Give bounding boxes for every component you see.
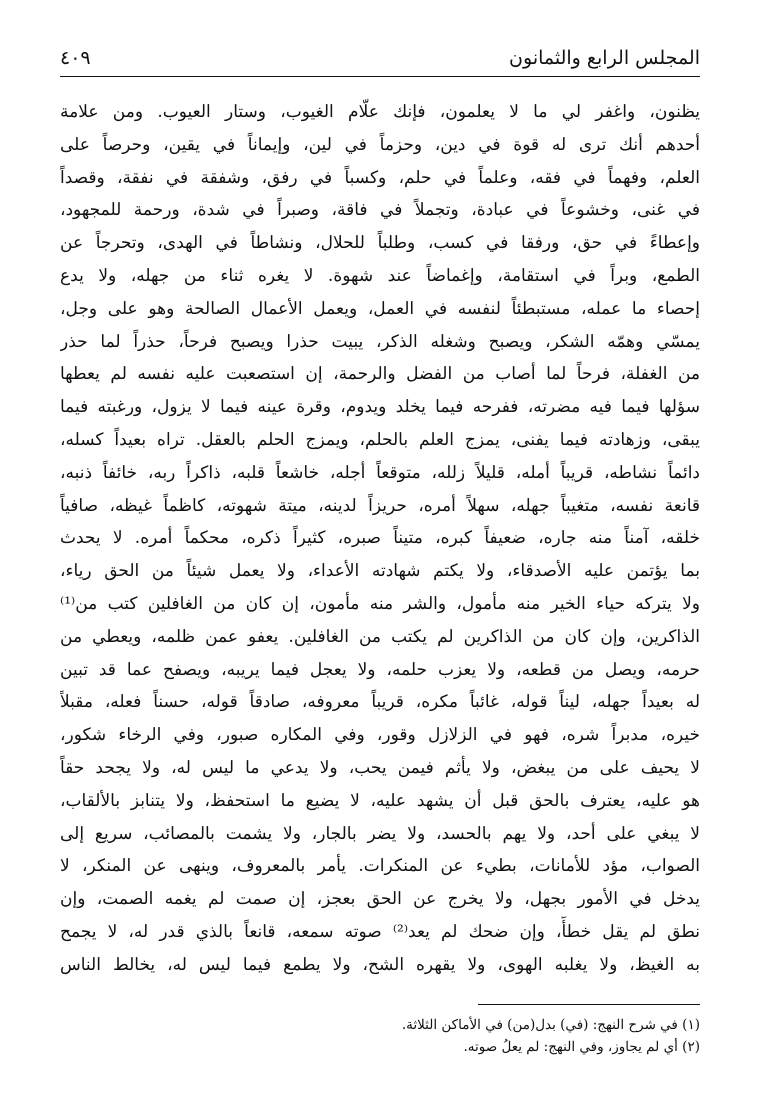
page-header <box>60 42 700 74</box>
text-line: حرمه، ويصل من قطعه، ولا يعزب حلمه، ولا يعجل فيما يريبه، ويصفح عما قد تبين <box>60 659 700 680</box>
text-line: خلقه، آمناً منه جاره، ضعيفاً كبره، متيناً صبره، كثيراً ذكره، محكماً أمره. لا يحدث <box>60 528 700 549</box>
text-line: يبقى، وزهادته فيما يفنى، يمزج العلم بالحلم، ويمزج الحلم بالعقل. تراه بعيداً كسله، <box>60 429 700 450</box>
text-line: يظنون، واغفر لي ما لا يعلمون، فإنك علّام الغيوب، وستار العيوب. ومن علامة <box>60 102 700 122</box>
text-line: بما يؤتمن عليه الأصدقاء، ولا يكتم شهادته الأعداء، ولا يعمل شيئاً من الحق رياء، <box>60 561 700 582</box>
footnote-2: (٢) أي لم يجاوز، وفي النهج: لم يعلُ صوته. <box>463 1039 700 1055</box>
text-line: أحدهم أنك ترى له قوة في دين، وحزماً في لين، وإيماناً في يقين، وحرصاً على <box>60 134 700 155</box>
text-line: ولا يتركه حياء الخير منه مأمول، والشر منه مأمون، إن كان من الغافلين كتب من⁽¹⁾ <box>60 593 700 614</box>
page-number: ٤٠٩ <box>60 47 91 69</box>
text-line: له بعيداً جهله، ليناً قوله، غائباً مكره، قريباً معروفه، صادقاً قوله، حسناً فعله، مقبلاً <box>60 692 700 713</box>
text-line: لا يحيف على من يبغض، ولا يأثم فيمن يحب، ولا يدعي ما ليس له، ولا يجحد حقاً <box>60 757 700 778</box>
text-line: خيره، مدبراً شره، فهو في الزلازل وقور، وفي المكاره صبور، وفي الرخاء شكور، <box>60 725 700 746</box>
text-line: دائماً نشاطه، قريباً أمله، قليلاً زلله، متوقعاً أجله، خاشعاً قلبه، ذاكراً ربه، خائفاً ذنبه، <box>60 462 700 483</box>
text-line: لا يبغي على أحد، ولا يهم بالحسد، ولا يضر بالجار، ولا يشمت بالمصائب، سريع إلى <box>60 823 700 844</box>
text-line: به الغيظ، ولا يغلبه الهوى، ولا يقهره الشح، ولا يطمع فيما ليس له، يخالط الناس <box>60 954 700 975</box>
text-line: الصواب، مؤد للأمانات، بطيء عن المنكرات. يأمر بالمعروف، وينهى عن المنكر، لا <box>60 856 700 877</box>
text-line: يمسّي وهمّه الشكر، ويصبح وشغله الذكر، يبيت حذرا ويصبح فرحاً، حذراً لما حذر <box>60 331 700 352</box>
body-text <box>60 96 700 982</box>
text-line: يدخل في الأمور بجهل، ولا يخرج عن الحق بعجز، إن صمت لم يغمه الصمت، وإن <box>60 889 700 910</box>
text-line: الذاكرين، وإن كان من الذاكرين لم يكتب من الغافلين. يعفو عمن ظلمه، ويعطي من <box>60 626 700 647</box>
chapter-title: المجلس الرابع والثمانون <box>509 47 700 69</box>
footnote-1: (١) في شرح النهج: (في) بدل(من) في الأماكن الثلاثة. <box>401 1017 700 1033</box>
text-line: قانعة نفسه، متغيباً جهله، سهلاً أمره، حريزاً لدينه، ميتة شهوته، كاظماً غيظه، صافياً <box>60 495 700 516</box>
text-line: وإعطاءً في حق، ورفقا في كسب، وطلباً للحلال، ونشاطاً في الهدى، وتحرجاً عن <box>60 233 700 254</box>
text-line: من الغفلة، فرحاً لما أصاب من الفضل والرحمة، إن استصعبت عليه نفسه لم يعطها <box>60 364 700 385</box>
text-line: في غنى، وخشوعاً في عبادة، وتجملاً في فاقة، وصبراً في شدة، ورحمة للمجهود، <box>60 200 700 221</box>
footnote-divider <box>478 1004 700 1005</box>
text-line: هو عليه، يعترف بالحق قبل أن يشهد عليه، لا يضيع ما استحفظ، ولا يتنابز بالألقاب، <box>60 790 700 811</box>
text-line: سؤلها فيما فيه مضرته، ففرحه فيما يخلد ويدوم، وقرة عينه فيما لا يزول، ورغبته فيما <box>60 397 700 418</box>
text-line: إحصاء ما عمله، مستبطئاً لنفسه في العمل، ويعمل الأعمال الصالحة وهو على وجل، <box>60 298 700 319</box>
text-line: الطمع، وبراً في استقامة، وإغماضاً عند شهوة. لا يغره ثناء من جهله، ولا يدع <box>60 265 700 286</box>
header-divider <box>60 76 700 77</box>
footnotes <box>60 1014 700 1058</box>
text-line: العلم، وفهماً في فقه، وعلماً في حلم، وكسباً في رفق، وشفقة في نفقة، وقصداً <box>60 167 700 188</box>
text-line: نطق لم يقل خطأً، وإن ضحك لم يعد⁽²⁾ صوته سمعه، قانعاً بالذي قدر له، لا يجمح <box>60 921 700 942</box>
